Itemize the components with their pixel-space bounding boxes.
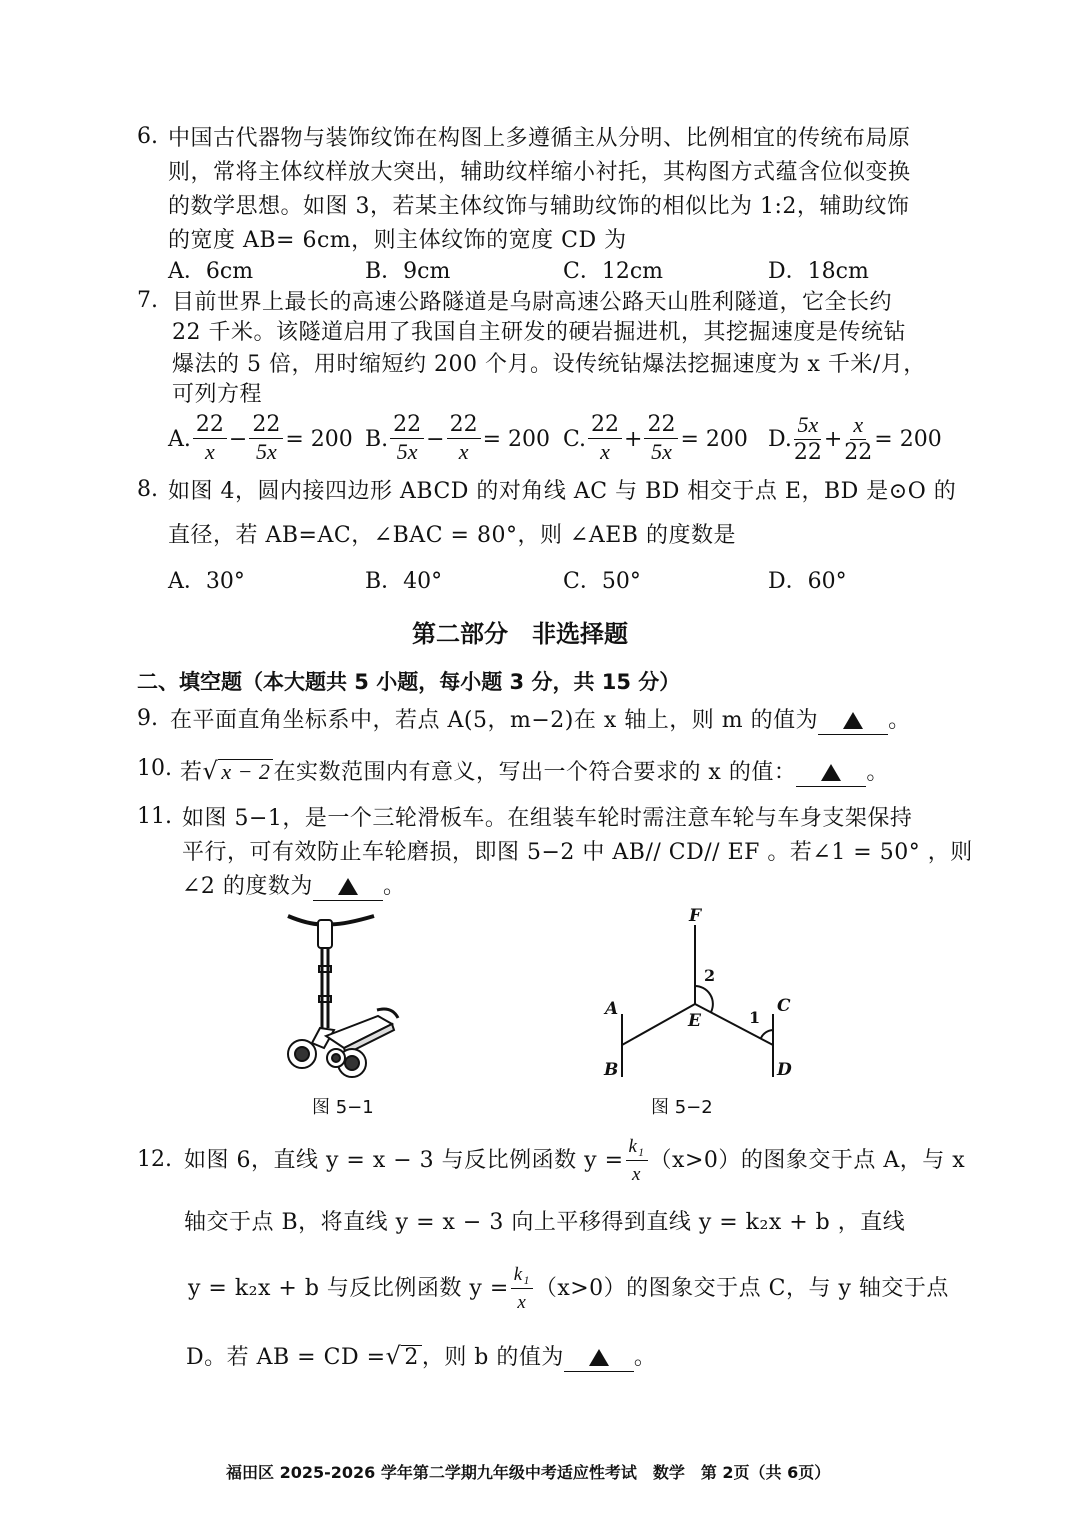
q10-answer-blank[interactable] <box>796 760 866 787</box>
label-f: F <box>689 906 702 926</box>
q8-option-b: B．40° <box>365 569 443 594</box>
section2-title: 二、填空题（本大题共 5 小题，每小题 3 分，共 15 分） <box>137 670 681 694</box>
triangle-icon <box>821 764 841 781</box>
q7-number: 7. <box>137 288 158 313</box>
label-angle-1: 1 <box>749 1008 761 1027</box>
label-a: A <box>605 999 619 1019</box>
q10-number: 10. <box>137 756 172 781</box>
q7-d-frac-1: $\frac{5x}{22}$ <box>793 412 822 465</box>
q6-option-a: A．6cm <box>168 259 254 284</box>
label-angle-2: 2 <box>704 966 716 985</box>
q11-line-3: ∠2 的度数为 。 <box>182 874 406 899</box>
q7-line-3: 爆法的 5 倍，用时缩短约 200 个月。设传统钻爆法挖掘速度为 x 千米/月， <box>172 352 926 377</box>
q12-line-2: 轴交于点 B，将直线 y = x − 3 向上平移得到直线 y = k₂x + b ，直线 <box>184 1210 906 1235</box>
q7-c-frac-2: $\frac{22}{5x}$ <box>644 412 678 466</box>
part2-title: 第二部分 非选择题 <box>412 620 628 648</box>
parallel-lines-figure <box>590 900 810 1086</box>
q8-option-c: C．50° <box>563 569 641 594</box>
q7-line-1: 目前世界上最长的高速公路隧道是乌尉高速公路天山胜利隧道，它全长约 <box>172 290 893 315</box>
q8-line-2: 直径，若 AB=AC，∠BAC = 80°，则 ∠AEB 的度数是 <box>168 523 736 548</box>
triangle-icon <box>589 1349 609 1366</box>
q12-frac-2: $\frac{\text{k₁}}{x}$ <box>511 1261 533 1316</box>
fig5-2-caption: 图 5−2 <box>651 1097 713 1118</box>
q6-option-d: D．18cm <box>768 259 869 284</box>
q6-line-1: 中国古代器物与装饰纹饰在构图上多遵循主从分明、比例相宜的传统布局原 <box>168 126 911 151</box>
q11-answer-blank[interactable] <box>313 874 383 901</box>
q8-option-a: A．30° <box>168 569 245 594</box>
q9-number: 9. <box>137 706 158 731</box>
q12-answer-blank[interactable] <box>564 1345 634 1372</box>
label-e: E <box>688 1011 701 1031</box>
q9-answer-blank[interactable] <box>818 708 888 735</box>
q7-option-d: D. $\frac{5x}{22}$ + $\frac{x}{22}$ = 200 <box>768 412 942 465</box>
q7-option-a: A. $\frac{22}{x}$ − $\frac{22}{5x}$ = 200 <box>168 412 353 464</box>
triangle-icon <box>338 878 358 895</box>
fig5-1-caption: 图 5−1 <box>312 1097 374 1118</box>
q8-number: 8. <box>137 477 158 502</box>
q10-text: 若√ x − 2 在实数范围内有意义，写出一个符合要求的 x 的值： 。 <box>180 757 889 785</box>
q11-number: 11. <box>137 804 172 829</box>
q7-b-frac-2: $\frac{22}{x}$ <box>447 412 481 466</box>
q12-line-1: 如图 6，直线 y = x − 3 与反比例函数 y = $\frac{\text{k₁}}{x}$ （x>0）的图象交于点 A，与 x <box>184 1133 965 1188</box>
q7-line-4: 可列方程 <box>172 382 263 407</box>
q7-line-2: 22 千米。该隧道启用了我国自主研发的硬岩掘进机，其挖掘速度是传统钻 <box>172 320 906 345</box>
scooter-figure <box>282 908 412 1086</box>
q6-line-3: 的数学思想。如图 3，若某主体纹饰与辅助纹饰的相似比为 1:2，辅助纹饰 <box>168 194 910 219</box>
q6-option-b: B．9cm <box>365 259 451 284</box>
label-b: B <box>604 1060 619 1080</box>
q11-line-1: 如图 5−1，是一个三轮滑板车。在组装车轮时需注意车轮与车身支架保持 <box>182 806 913 831</box>
q7-a-frac-2: $\frac{22}{5x}$ <box>249 412 283 466</box>
q7-option-c: C. $\frac{22}{x}$ + $\frac{22}{5x}$ = 200 <box>563 412 748 464</box>
q6-line-4: 的宽度 AB= 6cm，则主体纹饰的宽度 CD 为 <box>168 228 627 253</box>
q7-b-frac-1: $\frac{22}{5x}$ <box>390 412 424 466</box>
q8-option-d: D．60° <box>768 569 847 594</box>
q12-line-4: D。若 AB = CD =√ 2 ，则 b 的值为 。 <box>186 1342 657 1370</box>
q11-line-2: 平行，可有效防止车轮磨损，即图 5−2 中 AB// CD// EF 。若∠1 = 50° ，则 <box>182 840 973 865</box>
q8-line-1: 如图 4，圆内接四边形 ABCD 的对角线 AC 与 BD 相交于点 E，BD 是⊙O 的 <box>168 479 957 504</box>
q12-line-3: y = k₂x + b 与反比例函数 y = $\frac{\text{k₁}}{x}$ （x>0）的图象交于点 C，与 y 轴交于点 <box>188 1261 949 1316</box>
q6-number: 6. <box>137 124 158 149</box>
q6-option-c: C．12cm <box>563 259 664 284</box>
q6-line-2: 则，常将主体纹样放大突出，辅助纹样缩小衬托，其构图方式蕴含位似变换 <box>168 160 911 185</box>
page-footer: 福田区 2025-2026 学年第二学期九年级中考适应性考试 数学 第 2页（共 6页） <box>226 1463 831 1482</box>
q7-d-frac-2: $\frac{x}{22}$ <box>844 412 873 465</box>
label-c: C <box>777 996 791 1016</box>
label-d: D <box>777 1060 792 1080</box>
q12-frac-1: $\frac{\text{k₁}}{x}$ <box>626 1133 648 1188</box>
q9-text: 在平面直角坐标系中，若点 A(5，m−2)在 x 轴上，则 m 的值为 。 <box>170 708 911 733</box>
q7-a-frac-1: $\frac{22}{x}$ <box>193 412 227 466</box>
q12-number: 12. <box>137 1147 172 1172</box>
q7-option-b: B. $\frac{22}{5x}$ − $\frac{22}{x}$ = 200 <box>365 412 551 464</box>
triangle-icon <box>843 712 863 729</box>
q7-c-frac-1: $\frac{22}{x}$ <box>588 412 622 466</box>
